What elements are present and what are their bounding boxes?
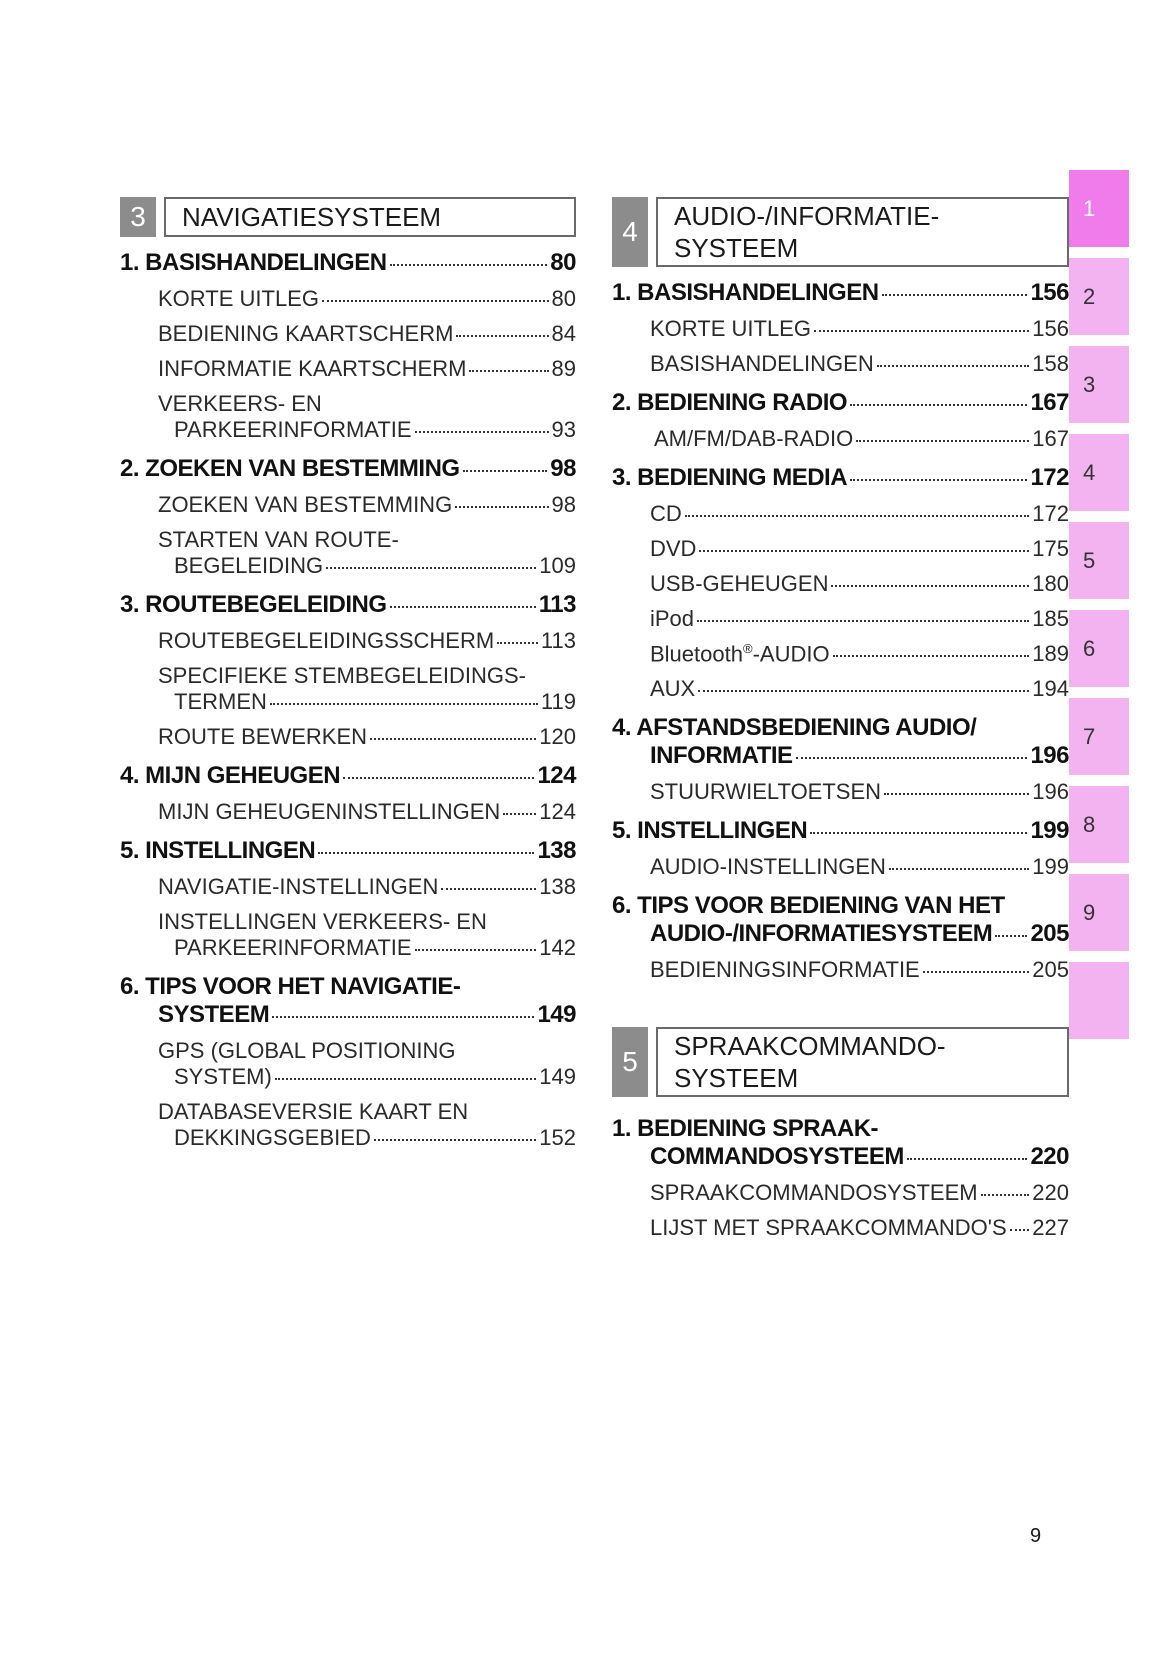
toc-page: 194 [1032,676,1069,702]
section-title-line1: SPRAAKCOMMANDO- [674,1031,946,1062]
toc-subentry[interactable] [612,501,1069,527]
toc-label: 2. ZOEKEN VAN BESTEMMING [120,455,460,482]
leader-dots [685,515,1030,517]
toc-label: AUDIO-INSTELLINGEN [650,854,886,880]
toc-subentry[interactable] [612,571,1069,597]
leader-dots [833,655,1030,657]
toc-label: LIJST MET SPRAAKCOMMANDO'S [650,1215,1007,1241]
leader-dots [415,431,549,433]
toc-subentry[interactable] [120,321,576,347]
toc-page: 180 [1032,571,1069,596]
leader-dots [469,370,548,372]
chapter-tab-4[interactable]: 4 [1069,434,1129,511]
toc-page: 89 [551,356,576,381]
toc-subentry[interactable] [612,1215,1069,1241]
leader-dots [322,300,549,302]
toc-page: 149 [539,1064,576,1089]
toc-label-line2: DEKKINGSGEBIED [174,1125,371,1150]
leader-dots [463,470,548,472]
leader-dots [697,620,1029,622]
section-title-line2: SYSTEEM [674,233,799,263]
toc-label-line2: SYSTEM) [174,1064,272,1089]
toc-label: ROUTE BEWERKEN [158,724,368,749]
toc-label-line1: VERKEERS- EN [158,391,322,416]
leader-dots [810,832,1027,834]
chapter-tab-1[interactable]: 1 [1069,170,1129,247]
toc-page: 119 [540,689,576,714]
section-audio [612,197,1069,1241]
toc-label: 4. MIJN GEHEUGEN [120,762,341,789]
toc-subentry[interactable] [120,356,576,382]
toc-page: 167 [1032,426,1069,451]
toc-subentry[interactable] [612,536,1069,562]
toc-label-line1: DATABASEVERSIE KAART EN [158,1099,469,1124]
toc-subentry[interactable] [612,426,1069,452]
toc-label: ZOEKEN VAN BESTEMMING [158,492,453,517]
toc-page: 98 [551,492,576,517]
toc-subentry[interactable] [612,854,1069,880]
toc-subentry[interactable] [120,527,576,579]
page-number: 9 [1030,1525,1042,1547]
toc-label [650,641,830,667]
leader-dots [374,1139,536,1141]
leader-dots [1010,1229,1030,1231]
toc-label: AUX [650,676,696,702]
toc-page: 142 [539,935,576,960]
toc-subentry[interactable] [120,799,576,825]
leader-dots [390,264,548,266]
toc-entry[interactable] [612,464,1069,492]
chapter-tab-3[interactable]: 3 [1069,346,1129,423]
chapter-tab-5[interactable]: 5 [1069,522,1129,599]
section-header [120,197,576,237]
toc-label-text: Bluetooth [650,641,743,667]
toc-page: 196 [1032,779,1069,805]
toc-label: INFORMATIE KAARTSCHERM [158,356,467,381]
toc-label: MIJN GEHEUGENINSTELLINGEN [158,799,501,824]
toc-page: 167 [1030,389,1069,416]
toc-subentry[interactable] [612,606,1069,632]
leader-dots [343,777,534,779]
toc-page: 185 [1032,606,1069,631]
section-title[interactable] [656,1027,1069,1097]
toc-page: 98 [550,455,576,482]
toc-subentry[interactable] [612,957,1069,983]
toc-page: 220 [1032,1180,1069,1206]
toc-page: 80 [550,249,576,276]
leader-dots [923,971,1030,973]
toc-entry[interactable] [612,1115,1069,1171]
toc-page: 175 [1032,536,1069,561]
toc-entry[interactable] [120,249,576,277]
toc-label: KORTE UITLEG [158,286,319,311]
leader-dots [850,404,1027,406]
toc-label-line2: PARKEERINFORMATIE [174,417,412,442]
leader-dots [850,479,1027,481]
toc-page: 138 [537,837,576,864]
toc-page: 84 [551,321,576,346]
toc-subentry[interactable] [612,316,1069,342]
section-header [612,197,1069,267]
section-header [612,1027,1069,1097]
toc-subentry[interactable] [120,724,576,750]
leader-dots [856,440,1029,442]
toc-label: 1. BASISHANDELINGEN [612,279,879,306]
leader-dots [370,738,536,740]
toc-page: 172 [1032,501,1069,526]
toc-label: 3. ROUTEBEGELEIDING [120,591,387,618]
toc-entry[interactable] [120,591,576,619]
leader-dots [698,690,1029,692]
toc-label-line1: 1. BEDIENING SPRAAK- [612,1115,879,1143]
toc-label: USB-GEHEUGEN [650,571,829,596]
toc-label: BEDIENINGSINFORMATIE [650,957,920,983]
toc-label: SPRAAKCOMMANDOSYSTEEM [650,1180,978,1206]
toc-subentry[interactable] [612,1180,1069,1206]
section-title-line1: AUDIO-/INFORMATIE- [674,201,940,231]
toc-page: 93 [551,417,576,442]
leader-dots [814,330,1029,332]
registered-mark: ® [742,641,753,656]
toc-label-line1: 6. TIPS VOOR BEDIENING VAN HET [612,892,1005,920]
section-navigation [120,197,576,1151]
toc-label-line1: INSTELLINGEN VERKEERS- EN [158,909,487,934]
section-title[interactable] [656,197,1069,267]
toc-subentry[interactable] [612,641,1069,667]
toc-label: DVD [650,536,697,561]
toc-label: CD [650,501,682,526]
toc-label: iPod [650,606,695,631]
leader-dots [884,793,1029,795]
chapter-tab-9[interactable]: 9 [1069,874,1129,951]
leader-dots [390,606,536,608]
toc-entry[interactable] [120,973,576,1029]
chapter-tabs [1069,170,1129,1050]
section-spacer [612,983,1069,1027]
toc-page: 220 [1030,1143,1069,1171]
toc-page: 199 [1030,817,1069,845]
toc-subentry[interactable] [612,351,1069,377]
leader-dots [441,888,536,890]
toc-entry[interactable] [120,762,576,790]
toc-label-line2: SYSTEEM [158,1001,270,1028]
toc-subentry[interactable] [120,874,576,900]
leader-dots [889,868,1029,870]
toc-label: 3. BEDIENING MEDIA [612,464,848,491]
leader-dots [270,703,538,705]
leader-dots [272,1016,534,1018]
toc-label: STUURWIELTOETSEN [650,779,882,805]
toc-subentry[interactable] [120,492,576,518]
section-number: 5 [612,1027,648,1097]
leader-dots [699,550,1029,552]
chapter-tab-blank[interactable] [1069,962,1129,1039]
toc-entry[interactable] [120,837,576,865]
toc-entry[interactable] [612,389,1069,417]
toc-subentry[interactable] [120,909,576,961]
toc-label-line2: BEGELEIDING [174,553,324,578]
toc-label: AM/FM/DAB-RADIO [654,426,854,451]
toc-page: 227 [1032,1215,1069,1241]
leader-dots [275,1078,536,1080]
leader-dots [877,365,1030,367]
section-number: 4 [612,197,648,267]
section-title[interactable]: NAVIGATIESYSTEEM [164,197,576,237]
toc-subentry[interactable] [612,676,1069,702]
leader-dots [796,757,1028,759]
toc-label-line1: 6. TIPS VOOR HET NAVIGATIE- [120,973,461,1000]
section-title-line2: SYSTEEM [674,1063,799,1094]
toc-label: 5. INSTELLINGEN [612,817,808,845]
toc-page: 149 [537,1001,576,1028]
toc-entry[interactable] [612,817,1069,845]
leader-dots [326,567,536,569]
toc-page: 199 [1032,854,1069,880]
leader-dots [907,1158,1028,1160]
leader-dots [497,642,538,644]
toc-label-line1: SPECIFIEKE STEMBEGELEIDINGS- [158,663,526,688]
toc-entry[interactable] [612,714,1069,770]
toc-label: 2. BEDIENING RADIO [612,389,848,416]
toc-page: 205 [1032,957,1069,983]
leader-dots [882,294,1028,296]
chapter-tab-6[interactable]: 6 [1069,610,1129,687]
toc-label-line1: GPS (GLOBAL POSITIONING [158,1038,456,1063]
leader-dots [981,1194,1030,1196]
chapter-tab-2[interactable]: 2 [1069,258,1129,335]
toc-label-line1: STARTEN VAN ROUTE- [158,527,399,552]
toc-page: 124 [537,762,576,789]
section-number: 3 [120,197,156,237]
toc-subentry[interactable] [120,628,576,654]
toc-entry[interactable] [612,279,1069,307]
toc-entry[interactable] [120,455,576,483]
leader-dots [415,949,537,951]
toc-label: BEDIENING KAARTSCHERM [158,321,454,346]
toc-page: 158 [1032,351,1069,376]
leader-dots [503,813,536,815]
toc-entry[interactable] [612,892,1069,948]
toc-label-line2: TERMEN [174,689,267,714]
toc-subentry[interactable] [120,391,576,443]
toc-label: 5. INSTELLINGEN [120,837,316,864]
toc-label: BASISHANDELINGEN [650,351,874,376]
leader-dots [995,935,1027,937]
toc-label-suffix: -AUDIO [752,641,830,667]
chapter-tab-8[interactable]: 8 [1069,786,1129,863]
toc-label-line2: AUDIO-/INFORMATIESYSTEEM [650,920,993,948]
toc-page: 205 [1030,920,1069,948]
toc-label-line2: PARKEERINFORMATIE [174,935,412,960]
leader-dots [831,585,1029,587]
chapter-tab-7[interactable]: 7 [1069,698,1129,775]
toc-label: NAVIGATIE-INSTELLINGEN [158,874,439,899]
toc-page: 113 [538,591,576,618]
toc-subentry[interactable] [612,779,1069,805]
toc-page: 189 [1032,641,1069,667]
toc-subentry[interactable] [120,1099,576,1151]
leader-dots [456,335,548,337]
toc-label: KORTE UITLEG [650,316,811,341]
toc-subentry[interactable] [120,286,576,312]
toc-page: 80 [551,286,576,311]
toc-page: 120 [539,724,576,749]
toc-subentry[interactable] [120,663,576,715]
toc-label: 1. BASISHANDELINGEN [120,249,387,276]
toc-page: 138 [539,874,576,899]
toc-page: 113 [540,628,576,653]
toc-page: 152 [539,1125,576,1150]
toc-label-line2: COMMANDOSYSTEEM [650,1143,904,1171]
toc-page: 156 [1032,316,1069,341]
toc-subentry[interactable] [120,1038,576,1090]
toc-label-line1: 4. AFSTANDSBEDIENING AUDIO/ [612,714,977,742]
toc-page: 196 [1030,742,1069,770]
toc-label-line2: INFORMATIE [650,742,793,770]
toc-page: 109 [539,553,576,578]
toc-page: 156 [1030,279,1069,306]
leader-dots [318,852,534,854]
leader-dots [455,506,548,508]
toc-page: 124 [539,799,576,824]
toc-label: ROUTEBEGELEIDINGSSCHERM [158,628,495,653]
toc-page: 172 [1030,464,1069,491]
